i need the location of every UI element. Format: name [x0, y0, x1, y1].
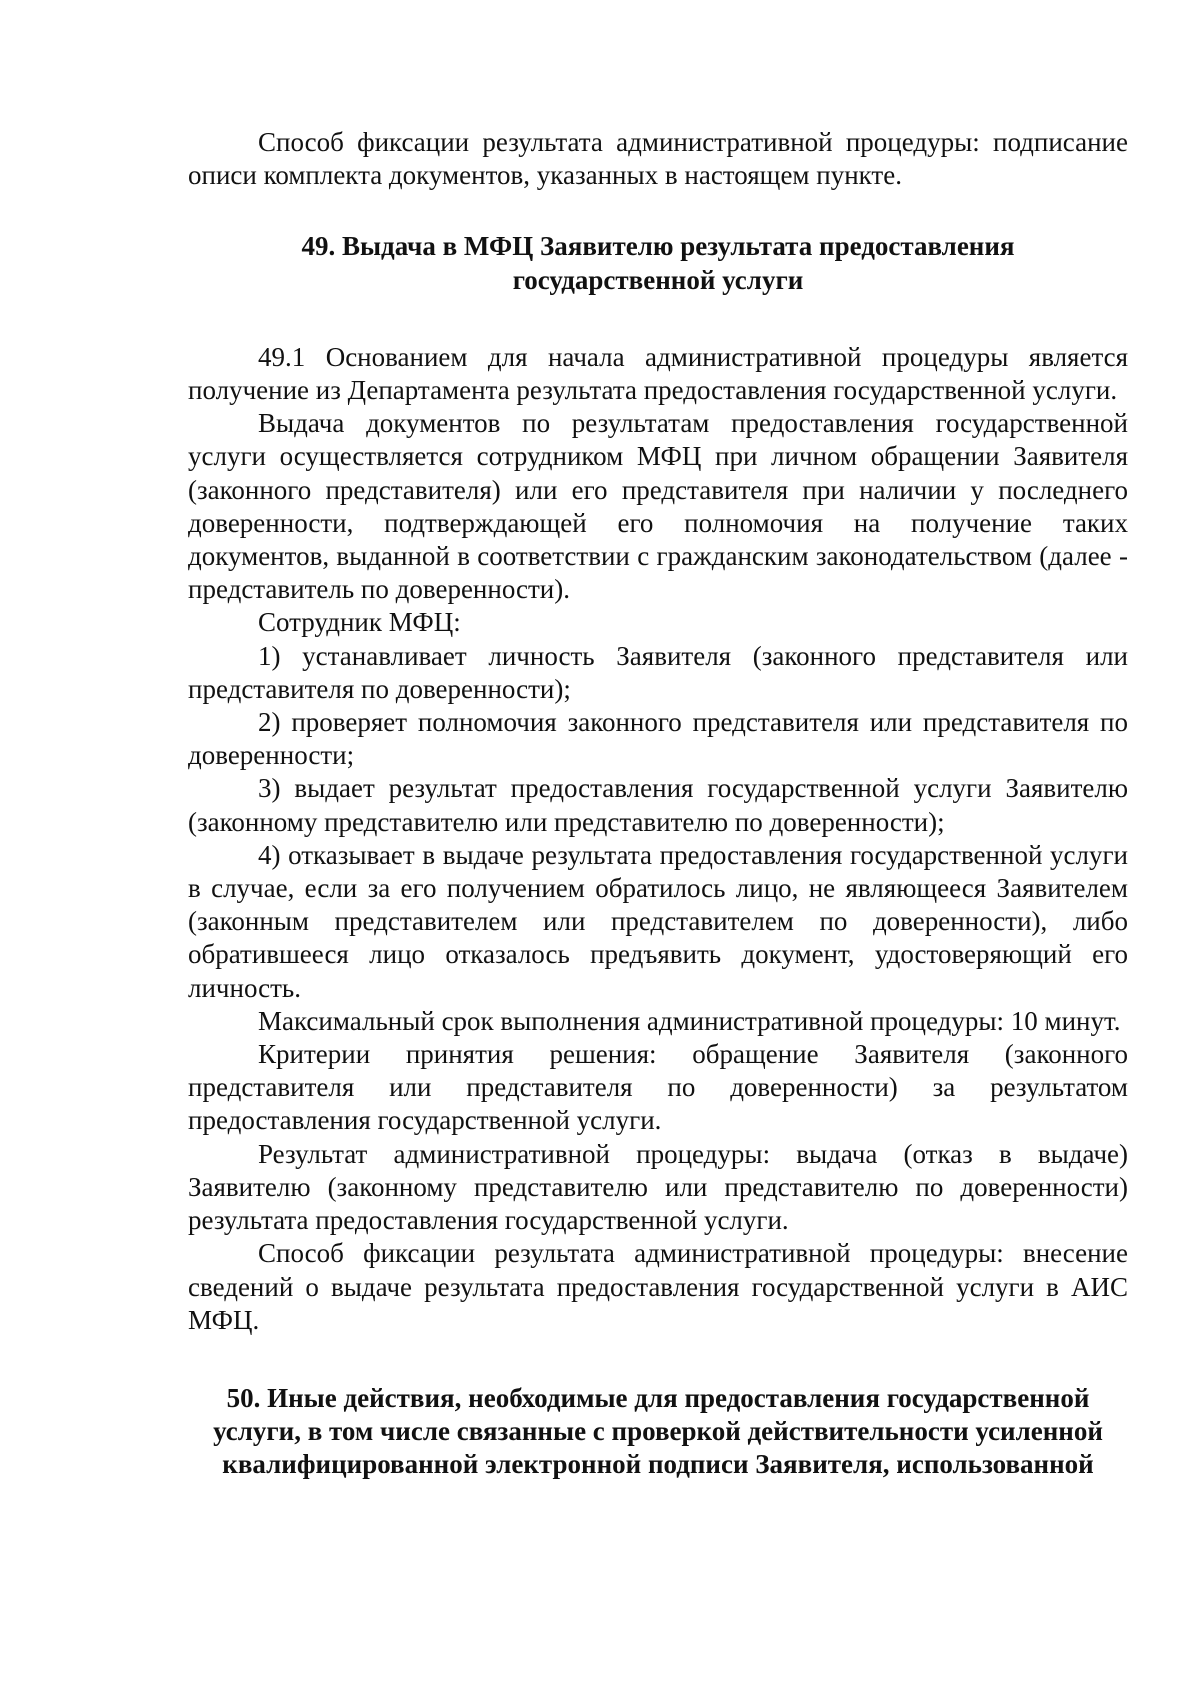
- paragraph-issuance: Выдача документов по результатам предоставления государственной услуги осуществляется сотрудником МФЦ при личном обращении Заявителя (законного представителя) или его представителя при наличии у последнего доверенности, подтверждающей его полномочия на получение таких документов, выданной в соответствии с гражданским законодательством (далее - представитель по доверенности).: [188, 408, 1128, 605]
- spacer: [188, 297, 1128, 341]
- paragraph-criteria: Критерии принятия решения: обращение Заявителя (законного представителя или представителя по доверенности) за результатом предоставления государственной услуги.: [188, 1039, 1128, 1136]
- list-item-1: 1) устанавливает личность Заявителя (законного представителя или представителя по доверенности);: [188, 640, 1128, 704]
- intro-paragraph: Способ фиксации результата административной процедуры: подписание описи комплекта документов, указанных в настоящем пункте.: [188, 127, 1128, 191]
- paragraph-employee: Сотрудник МФЦ:: [258, 607, 461, 638]
- list-item-3: 3) выдает результат предоставления государственной услуги Заявителю (законному представителю или представителю по доверенности);: [188, 773, 1128, 837]
- list-item-4: 4) отказывает в выдаче результата предоставления государственной услуги в случае, если за его получением обратилось лицо, не являющееся Заявителем (законным представителем или представителем по доверенности), либо обратившееся лицо отказалось предъявить документ, удостоверяющий его личность.: [188, 839, 1128, 1003]
- spacer: [188, 192, 1128, 230]
- paragraph-max-term: Максимальный срок выполнения административной процедуры: 10 минут.: [258, 1005, 1121, 1036]
- section-50-heading-line: квалифицированной электронной подписи Заявителя, использованной: [222, 1449, 1094, 1480]
- list-item-2: 2) проверяет полномочия законного представителя или представителя по доверенности;: [188, 707, 1128, 771]
- paragraph-result: Результат административной процедуры: выдача (отказ в выдаче) Заявителю (законному представителю или представителю по доверенности) результата предоставления государственной услуги.: [188, 1138, 1128, 1236]
- paragraph-fixation: Способ фиксации результата административной процедуры: внесение сведений о выдаче результата предоставления государственной услуги в АИС МФЦ.: [188, 1238, 1128, 1335]
- section-50-heading-line: 50. Иные действия, необходимые для предоставления государственной: [226, 1382, 1090, 1413]
- paragraph-49-1-basis: 49.1 Основанием для начала административной процедуры является получение из Департамента результата предоставления государственной услуги.: [188, 341, 1128, 406]
- document-body: [188, 126, 1128, 1482]
- section-50-heading-line: услуги, в том числе связанные с проверкой действительности усиленной: [213, 1416, 1103, 1447]
- section-49-body: [188, 341, 1128, 1337]
- spacer: [188, 1337, 1128, 1382]
- section-49-heading-line: 49. Выдача в МФЦ Заявителю результата предоставления: [301, 231, 1015, 262]
- section-49-heading-line: государственной услуги: [512, 264, 804, 295]
- section-50-heading: [188, 1382, 1128, 1482]
- section-49-heading: [188, 230, 1128, 296]
